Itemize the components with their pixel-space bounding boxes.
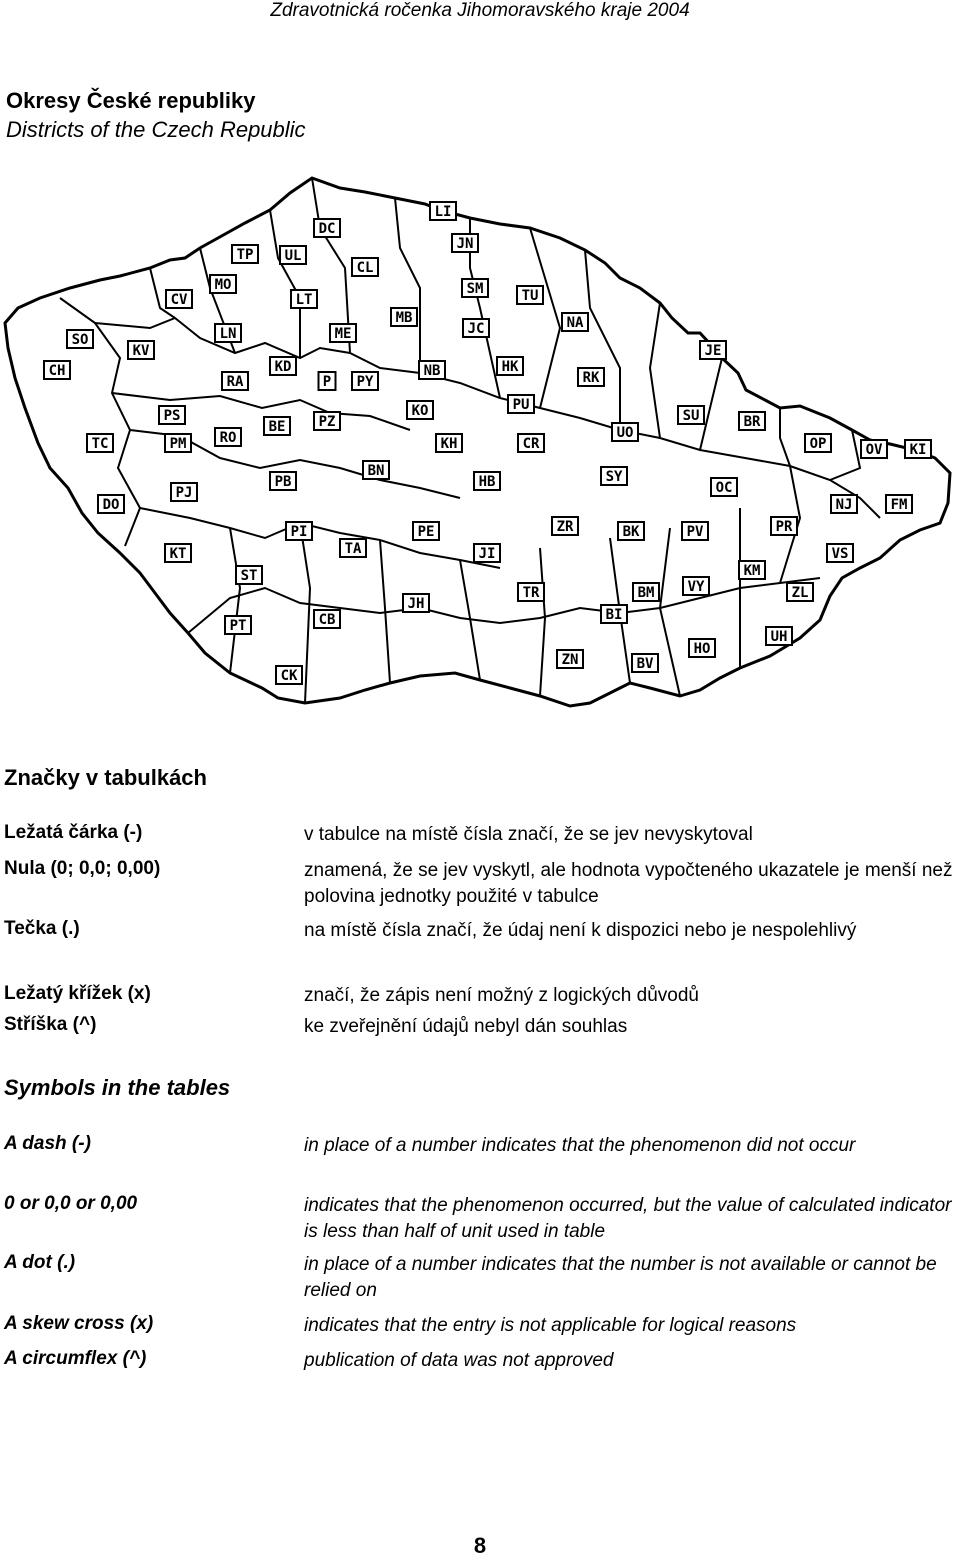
district-label-zl: ZL bbox=[791, 585, 809, 601]
symbol-description: v tabulce na místě čísla značí, že se jev nevyskytoval bbox=[304, 824, 753, 845]
district-label-mo: MO bbox=[214, 277, 232, 293]
district-label-kh: KH bbox=[440, 436, 458, 452]
district-label-lt: LT bbox=[295, 292, 313, 308]
district-label-pi: PI bbox=[290, 524, 308, 540]
district-label-tc: TC bbox=[91, 436, 109, 452]
district-label-bk: BK bbox=[622, 524, 640, 540]
symbol-term: A dash (-) bbox=[4, 1133, 91, 1154]
district-label-so: SO bbox=[71, 332, 89, 348]
district-label-pm: PM bbox=[169, 436, 187, 452]
district-label-fm: FM bbox=[890, 497, 908, 513]
district-label-kt: KT bbox=[169, 546, 187, 562]
symbol-description: značí, že zápis není možný z logických důvodů bbox=[304, 985, 699, 1006]
symbol-description: na místě čísla značí, že údaj není k dispozici nebo je nespolehlivý bbox=[304, 920, 857, 941]
district-label-ch: CH bbox=[48, 363, 66, 379]
district-label-ki: KI bbox=[909, 442, 927, 458]
district-label-ra: RA bbox=[226, 374, 244, 390]
district-label-vs: VS bbox=[831, 546, 849, 562]
district-label-pz: PZ bbox=[318, 414, 336, 430]
running-header: Zdravotnická ročenka Jihomoravského kraje 2004 bbox=[270, 0, 690, 21]
district-label-vy: VY bbox=[687, 579, 705, 595]
district-label-ro: RO bbox=[219, 430, 237, 446]
map-title-czech: Okresy České republiky bbox=[6, 88, 256, 113]
symbol-term: 0 or 0,0 or 0,00 bbox=[4, 1193, 138, 1214]
district-label-cb: CB bbox=[318, 612, 336, 628]
district-label-sm: SM bbox=[466, 281, 484, 297]
district-label-rk: RK bbox=[582, 370, 600, 386]
district-label-ji: JI bbox=[478, 546, 496, 562]
district-label-kv: KV bbox=[132, 343, 150, 359]
symbol-description: znamená, že se jev vyskytl, ale hodnota vypočteného ukazatele je menší než polovina jednotky použité v tabulce bbox=[304, 860, 953, 907]
district-label-bm: BM bbox=[637, 585, 655, 601]
district-label-kd: KD bbox=[274, 359, 292, 375]
district-label-hb: HB bbox=[478, 474, 496, 490]
district-label-su: SU bbox=[682, 408, 700, 424]
district-label-bn: BN bbox=[367, 463, 385, 479]
symbol-term: A circumflex (^) bbox=[4, 1348, 147, 1369]
symbol-term: Ležatá čárka (-) bbox=[4, 822, 143, 843]
district-label-pt: PT bbox=[229, 618, 247, 634]
district-label-na: NA bbox=[566, 315, 584, 331]
symbol-description: indicates that the phenomenon occurred, but the value of calculated indicator is less than half of unit used in table bbox=[304, 1195, 952, 1242]
district-label-ps: PS bbox=[163, 408, 181, 424]
district-label-st: ST bbox=[240, 568, 258, 584]
symbols-heading-czech: Značky v tabulkách bbox=[4, 765, 207, 790]
district-label-ln: LN bbox=[219, 326, 237, 342]
district-label-uh: UH bbox=[770, 629, 788, 645]
district-label-op: OP bbox=[809, 436, 827, 452]
district-label-pv: PV bbox=[686, 524, 704, 540]
district-label-jc: JC bbox=[467, 321, 485, 337]
district-label-cl: CL bbox=[356, 260, 374, 276]
district-label-sy: SY bbox=[605, 469, 623, 485]
district-label-tp: TP bbox=[236, 247, 254, 263]
district-label-li: LI bbox=[434, 204, 452, 220]
symbol-description: publication of data was not approved bbox=[304, 1350, 614, 1371]
district-label-cv: CV bbox=[170, 292, 188, 308]
district-label-dc: DC bbox=[318, 221, 336, 237]
district-label-be: BE bbox=[268, 419, 286, 435]
symbol-description: indicates that the entry is not applicable for logical reasons bbox=[304, 1315, 797, 1336]
district-label-ta: TA bbox=[344, 541, 362, 557]
symbols-heading-english: Symbols in the tables bbox=[4, 1075, 231, 1100]
district-label-bi: BI bbox=[605, 607, 623, 623]
district-label-pe: PE bbox=[417, 524, 435, 540]
district-label-zr: ZR bbox=[556, 519, 574, 535]
district-label-ko: KO bbox=[411, 403, 429, 419]
district-label-pj: PJ bbox=[175, 485, 193, 501]
district-label-nj: NJ bbox=[835, 497, 853, 513]
district-label-bv: BV bbox=[636, 656, 654, 672]
symbol-term: Nula (0; 0,0; 0,00) bbox=[4, 858, 161, 879]
symbol-description: in place of a number indicates that the number is not available or cannot be relied on bbox=[304, 1254, 937, 1301]
symbol-term: Stříška (^) bbox=[4, 1014, 97, 1035]
symbol-term: Tečka (.) bbox=[4, 918, 80, 939]
district-label-hk: HK bbox=[501, 359, 519, 375]
district-label-pr: PR bbox=[775, 519, 793, 535]
district-label-ov: OV bbox=[865, 442, 883, 458]
district-label-pb: PB bbox=[274, 474, 292, 490]
district-label-tu: TU bbox=[521, 288, 539, 304]
district-label-pu: PU bbox=[512, 397, 530, 413]
district-label-do: DO bbox=[102, 497, 120, 513]
symbol-term: Ležatý křížek (x) bbox=[4, 983, 151, 1004]
district-label-cr: CR bbox=[522, 436, 540, 452]
district-label-br: BR bbox=[743, 414, 761, 430]
district-label-jh: JH bbox=[407, 596, 425, 612]
district-label-nb: NB bbox=[423, 363, 441, 379]
district-label-km: KM bbox=[743, 563, 761, 579]
district-label-me: ME bbox=[334, 326, 352, 342]
district-label-mb: MB bbox=[395, 310, 413, 326]
district-label-je: JE bbox=[704, 343, 722, 359]
symbol-description: in place of a number indicates that the phenomenon did not occur bbox=[304, 1135, 856, 1156]
district-label-oc: OC bbox=[715, 480, 733, 496]
district-label-zn: ZN bbox=[561, 652, 579, 668]
district-label-ho: HO bbox=[693, 641, 711, 657]
symbol-term: A skew cross (x) bbox=[4, 1313, 154, 1334]
district-label-ck: CK bbox=[280, 668, 298, 684]
map-title-english: Districts of the Czech Republic bbox=[6, 117, 306, 142]
district-label-tr: TR bbox=[522, 585, 540, 601]
district-label-uo: UO bbox=[616, 425, 634, 441]
page-number: 8 bbox=[473, 1533, 487, 1558]
district-label-jn: JN bbox=[456, 236, 474, 252]
district-map bbox=[0, 168, 960, 728]
district-label-ul: UL bbox=[284, 248, 302, 264]
district-label-py: PY bbox=[356, 374, 374, 390]
symbol-description: ke zveřejnění údajů nebyl dán souhlas bbox=[304, 1016, 628, 1037]
symbol-term: A dot (.) bbox=[4, 1252, 76, 1273]
district-label-p: P bbox=[322, 374, 332, 390]
